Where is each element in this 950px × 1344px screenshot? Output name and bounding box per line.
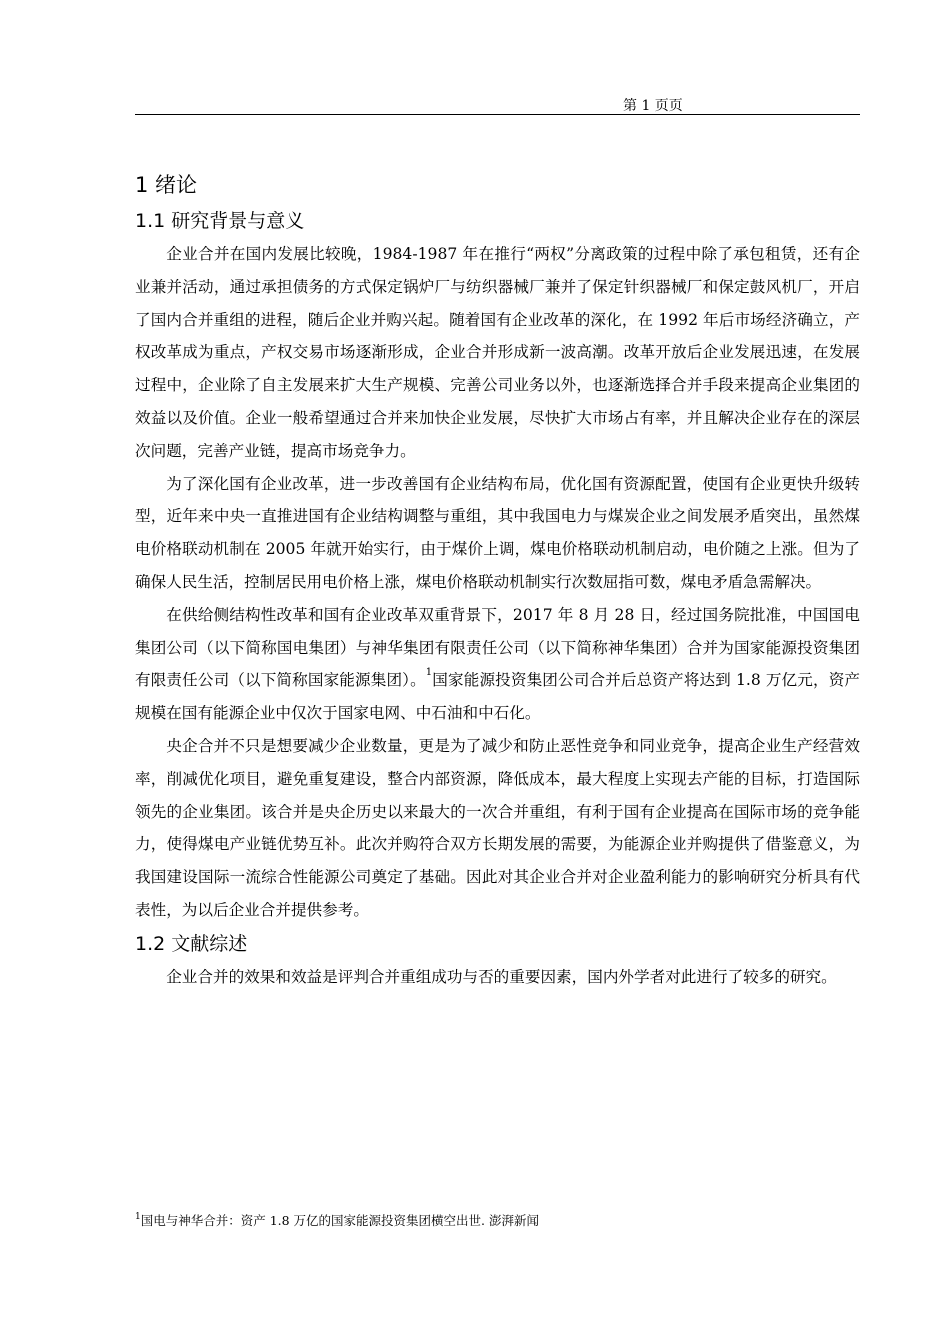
page-number-label: 第 1 页页	[623, 98, 683, 114]
page-header-rule	[135, 98, 860, 115]
chapter-title: 1 绪论	[135, 173, 198, 197]
footnote	[135, 1212, 539, 1230]
footnote-mark: 1	[135, 1212, 141, 1222]
paragraph-3-part-a: 在供给侧结构性改革和国有企业改革双重背景下，2017 年 8 月 28 日，经过国务院批准，中国国电集团公司（以下简称国电集团）与神华集团有限责任公司（以下简称神华集团）合并为国家能源投资集团有限责任公司（以下简称国家能源集团）。	[135, 605, 860, 690]
footnote-text: 国电与神华合并：资产 1.8 万亿的国家能源投资集团横空出世. 澎湃新闻	[140, 1213, 540, 1228]
footnote-reference-mark[interactable]: 1	[425, 667, 433, 679]
paragraph-5: 企业合并的效果和效益是评判合并重组成功与否的重要因素，国内外学者对此进行了较多的研究。	[166, 967, 837, 986]
paragraph-3-part-b: 国家能源投资集团公司合并后总资产将达到 1.8 万亿元，资产规模在国有能源企业中仅次于国家电网、中石油和中石化。	[135, 671, 861, 723]
section-title-1-1: 1.1 研究背景与意义	[135, 210, 305, 232]
paragraph-1: 企业合并在国内发展比较晚，1984-1987 年在推行“两权”分离政策的过程中除了承包租赁，还有企业兼并活动，通过承担债务的方式保定锅炉厂与纺织器械厂兼并了保定针织器械厂和保定鼓风机厂，开启了国内合并重组的进程，随后企业并购兴起。随着国有企业改革的深化，在 1992 年后市场经济确立，产权改革成为重点，产权交易市场逐渐形成，企业合并形成新一波高潮。改革开放后企业发展迅速，在发展过程中，企业除了自主发展来扩大生产规模、完善公司业务以外，也逐渐选择合并手段来提高企业集团的效益以及价值。企业一般希望通过合并来加快企业发展，尽快扩大市场占有率，并且解决企业存在的深层次问题，完善产业链，提高市场竞争力。	[135, 245, 860, 460]
paragraph-4: 央企合并不只是想要减少企业数量，更是为了减少和防止恶性竞争和同业竞争，提高企业生产经营效率，削减优化项目，避免重复建设，整合内部资源，降低成本，最大程度上实现去产能的目标，打造国际领先的企业集团。该合并是央企历史以来最大的一次合并重组，有利于国有企业提高在国际市场的竞争能力，使得煤电产业链优势互补。此次并购符合双方长期发展的需要，为能源企业并购提供了借鉴意义，为我国建设国际一流综合性能源公司奠定了基础。因此对其企业合并对企业盈利能力的影响研究分析具有代表性，为以后企业合并提供参考。	[135, 736, 860, 919]
paragraph-3	[135, 599, 860, 730]
section-title-1-2: 1.2 文献综述	[135, 932, 248, 955]
document-body	[135, 168, 860, 994]
paragraph-2: 为了深化国有企业改革，进一步改善国有企业结构布局，优化国有资源配置，使国有企业更快升级转型，近年来中央一直推进国有企业结构调整与重组，其中我国电力与煤炭企业之间发展矛盾突出，虽然煤电价格联动机制在 2005 年就开始实行，由于煤价上调，煤电价格联动机制启动，电价随之上涨。但为了确保人民生活，控制居民用电价格上涨，煤电价格联动机制实行次数屈指可数，煤电矛盾急需解决。	[135, 474, 860, 591]
